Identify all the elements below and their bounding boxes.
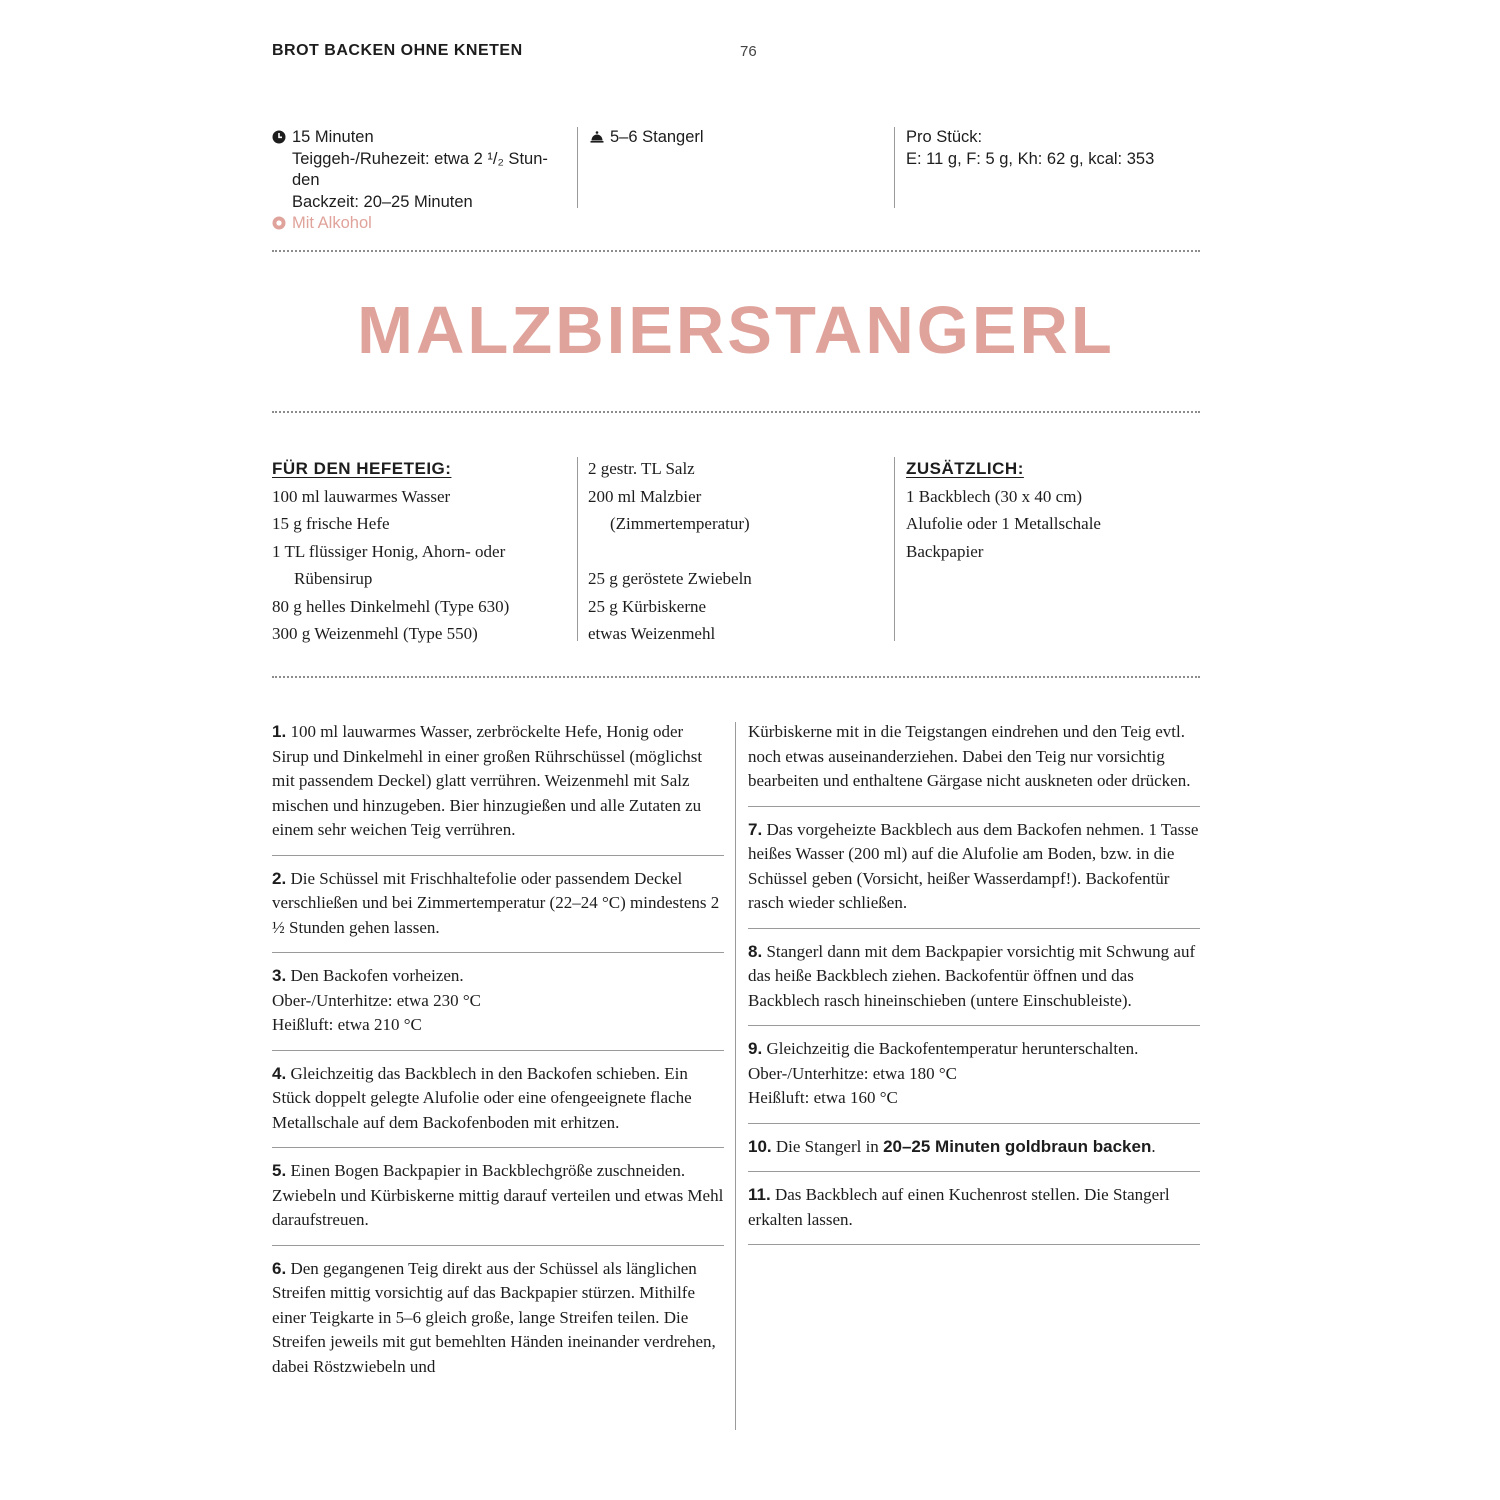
recipe-title: MALZBIERSTANGERL [357, 293, 1115, 368]
ingredient-item: (Zimmertemperatur) [610, 514, 750, 533]
divider-dotted-top [272, 250, 1200, 255]
divider-dotted-bottom [272, 676, 1200, 681]
ingredient-item: 1 TL flüssiger Honig, Ahorn- oder [272, 541, 506, 561]
ingredients-divider-2 [894, 457, 895, 641]
ingredient-item: 1 Backblech (30 x 40 cm) [906, 486, 1083, 506]
ingredients-divider-1 [577, 457, 578, 641]
page-number: 76 [740, 43, 757, 60]
step-8 [748, 940, 1200, 1027]
step-5 [272, 1159, 724, 1246]
step-temp-heissluft: Heißluft: etwa 210 °C [272, 1015, 422, 1034]
ingredient-item: 25 g Kürbiskerne [588, 596, 707, 616]
ingredient-item: Backpapier [906, 541, 984, 561]
step-text: Den Backofen vorheizen. [290, 966, 464, 985]
ingredient-spacer [588, 538, 878, 566]
step-text: Stangerl dann mit dem Backpapier vorsichtig mit Schwung auf das heiße Backblech ziehen. Backofentür öffnen und das Backblech rasch hineinschieben (untere Einschubleiste). [748, 941, 1196, 1010]
nutrition-label: Pro Stück: [906, 128, 983, 146]
step-number: 6. [272, 1258, 287, 1278]
step-7 [748, 818, 1200, 929]
step-text-end: . [1151, 1136, 1156, 1156]
meta-time-block [272, 127, 562, 235]
running-head: BROT BACKEN OHNE KNETEN [272, 42, 523, 59]
step-text: Den gegangenen Teig direkt aus der Schüssel als länglichen Streifen mittig vorsichtig auf das Backpapier stürzen. Mithilfe einer Teigkarte in 5–6 gleich große, lange Streifen teilen. Die Streifen jeweils mit gut bemehlten Händen ineinander verdrehen, dabei Röstzwiebeln und [272, 1258, 716, 1376]
step-6-continued [748, 720, 1200, 807]
step-text: Die Stangerl in [775, 1136, 884, 1156]
step-number: 4. [272, 1063, 287, 1083]
meta-nutrition-block [906, 127, 1206, 170]
alcohol-marker-icon [272, 216, 286, 230]
ingredients-column-2 [588, 455, 878, 648]
step-text: Gleichzeitig das Backblech in den Backofen schieben. Ein Stück doppelt gelegte Alufolie oder eine ofengeeignete flache Metallschale auf dem Backofenboden mit erhitzen. [272, 1063, 692, 1132]
ingredient-item: 200 ml Malzbier [588, 486, 702, 506]
yield-label: 5–6 Stangerl [610, 128, 704, 146]
step-2 [272, 867, 724, 954]
rest-time-line1: Teiggeh-/Ruhezeit: etwa 2 ¹/₂ Stun- [292, 149, 548, 168]
step-text: Kürbiskerne mit in die Teigstangen eindrehen und den Teig evtl. noch etwas auseinanderziehen. Dabei den Teig nur vorsichtig bearbeiten und enthaltene Gärgase nicht auskneten oder drücken. [748, 722, 1191, 790]
ingredients-heading-hefeteig: FÜR DEN HEFETEIG: [272, 459, 452, 478]
step-text: Gleichzeitig die Backofentemperatur herunterschalten. [766, 1039, 1139, 1058]
steps-divider [735, 722, 736, 1430]
ingredients-column-3 [906, 455, 1196, 565]
rest-time-line2: den [292, 171, 320, 189]
ingredients-heading-zusaetzlich: ZUSÄTZLICH: [906, 459, 1024, 478]
ingredient-item: 15 g frische Hefe [272, 514, 390, 533]
step-number: 11. [748, 1185, 771, 1204]
step-number: 10. [748, 1136, 772, 1156]
ingredient-item: 80 g helles Dinkelmehl (Type 630) [272, 596, 510, 616]
meta-yield-block [590, 127, 870, 149]
ingredient-item: Alufolie oder 1 Metallschale [906, 514, 1101, 533]
step-6 [272, 1257, 724, 1392]
cloche-icon [590, 130, 604, 144]
clock-icon [272, 130, 286, 144]
step-number: 9. [748, 1039, 763, 1058]
alcohol-label: Mit Alkohol [292, 214, 372, 232]
step-11 [748, 1183, 1200, 1245]
meta-divider-1 [577, 127, 578, 208]
steps-column-left [272, 720, 724, 1402]
step-text: Das vorgeheizte Backblech aus dem Backofen nehmen. 1 Tasse heißes Wasser (200 ml) auf die Alufolie am Boden, bzw. in die Schüssel geben (Vorsicht, heißer Wasserdampf!). Backofentür rasch wieder schließen. [748, 819, 1199, 912]
ingredient-item: etwas Weizenmehl [588, 624, 716, 643]
step-text: Einen Bogen Backpapier in Backblechgröße zuschneiden. Zwiebeln und Kürbiskerne mittig darauf verteilen und etwas Mehl daraufstreuen. [272, 1161, 724, 1229]
step-3 [272, 964, 724, 1051]
step-1 [272, 720, 724, 856]
ingredient-item: 300 g Weizenmehl (Type 550) [272, 624, 478, 643]
step-text: Das Backblech auf einen Kuchenrost stellen. Die Stangerl erkalten lassen. [748, 1185, 1170, 1229]
ingredient-item: Rübensirup [294, 569, 373, 588]
ingredient-item: 2 gestr. TL Salz [588, 459, 695, 478]
step-temp-oberunter: Ober-/Unterhitze: etwa 230 °C [272, 990, 481, 1010]
step-emphasis: 20–25 Minuten goldbraun backen [883, 1136, 1152, 1156]
divider-dotted-middle [272, 411, 1200, 416]
nutrition-values: E: 11 g, F: 5 g, Kh: 62 g, kcal: 353 [906, 149, 1155, 168]
step-number: 2. [272, 868, 287, 888]
step-10 [748, 1135, 1200, 1173]
step-text: 100 ml lauwarmes Wasser, zerbröckelte Hefe, Honig oder Sirup und Dinkelmehl in einer großen Rührschüssel (möglichst mit passendem Deckel) glatt verrühren. Weizenmehl mit Salz mischen und hinzugeben. Bier hinzugießen und alle Zutaten zu einem sehr weichen Teig verrühren. [272, 722, 703, 839]
ingredients-column-1 [272, 455, 567, 648]
steps-column-right [748, 720, 1200, 1256]
ingredient-item: 25 g geröstete Zwiebeln [588, 569, 752, 588]
step-text: Die Schüssel mit Frischhaltefolie oder passendem Deckel verschließen und bei Zimmertemperatur (22–24 °C) mindestens 2 ½ Stunden gehen lassen. [272, 868, 720, 937]
bake-time: Backzeit: 20–25 Minuten [292, 192, 473, 211]
step-number: 1. [272, 722, 287, 741]
step-temp-heissluft: Heißluft: etwa 160 °C [748, 1088, 898, 1107]
step-number: 5. [272, 1161, 287, 1180]
step-4 [272, 1062, 724, 1149]
ingredient-item: 100 ml lauwarmes Wasser [272, 486, 451, 506]
step-number: 3. [272, 966, 287, 985]
step-number: 8. [748, 941, 763, 961]
step-temp-oberunter: Ober-/Unterhitze: etwa 180 °C [748, 1063, 957, 1083]
step-number: 7. [748, 819, 763, 839]
meta-divider-2 [894, 127, 895, 208]
step-9 [748, 1037, 1200, 1124]
prep-time: 15 Minuten [292, 128, 374, 146]
